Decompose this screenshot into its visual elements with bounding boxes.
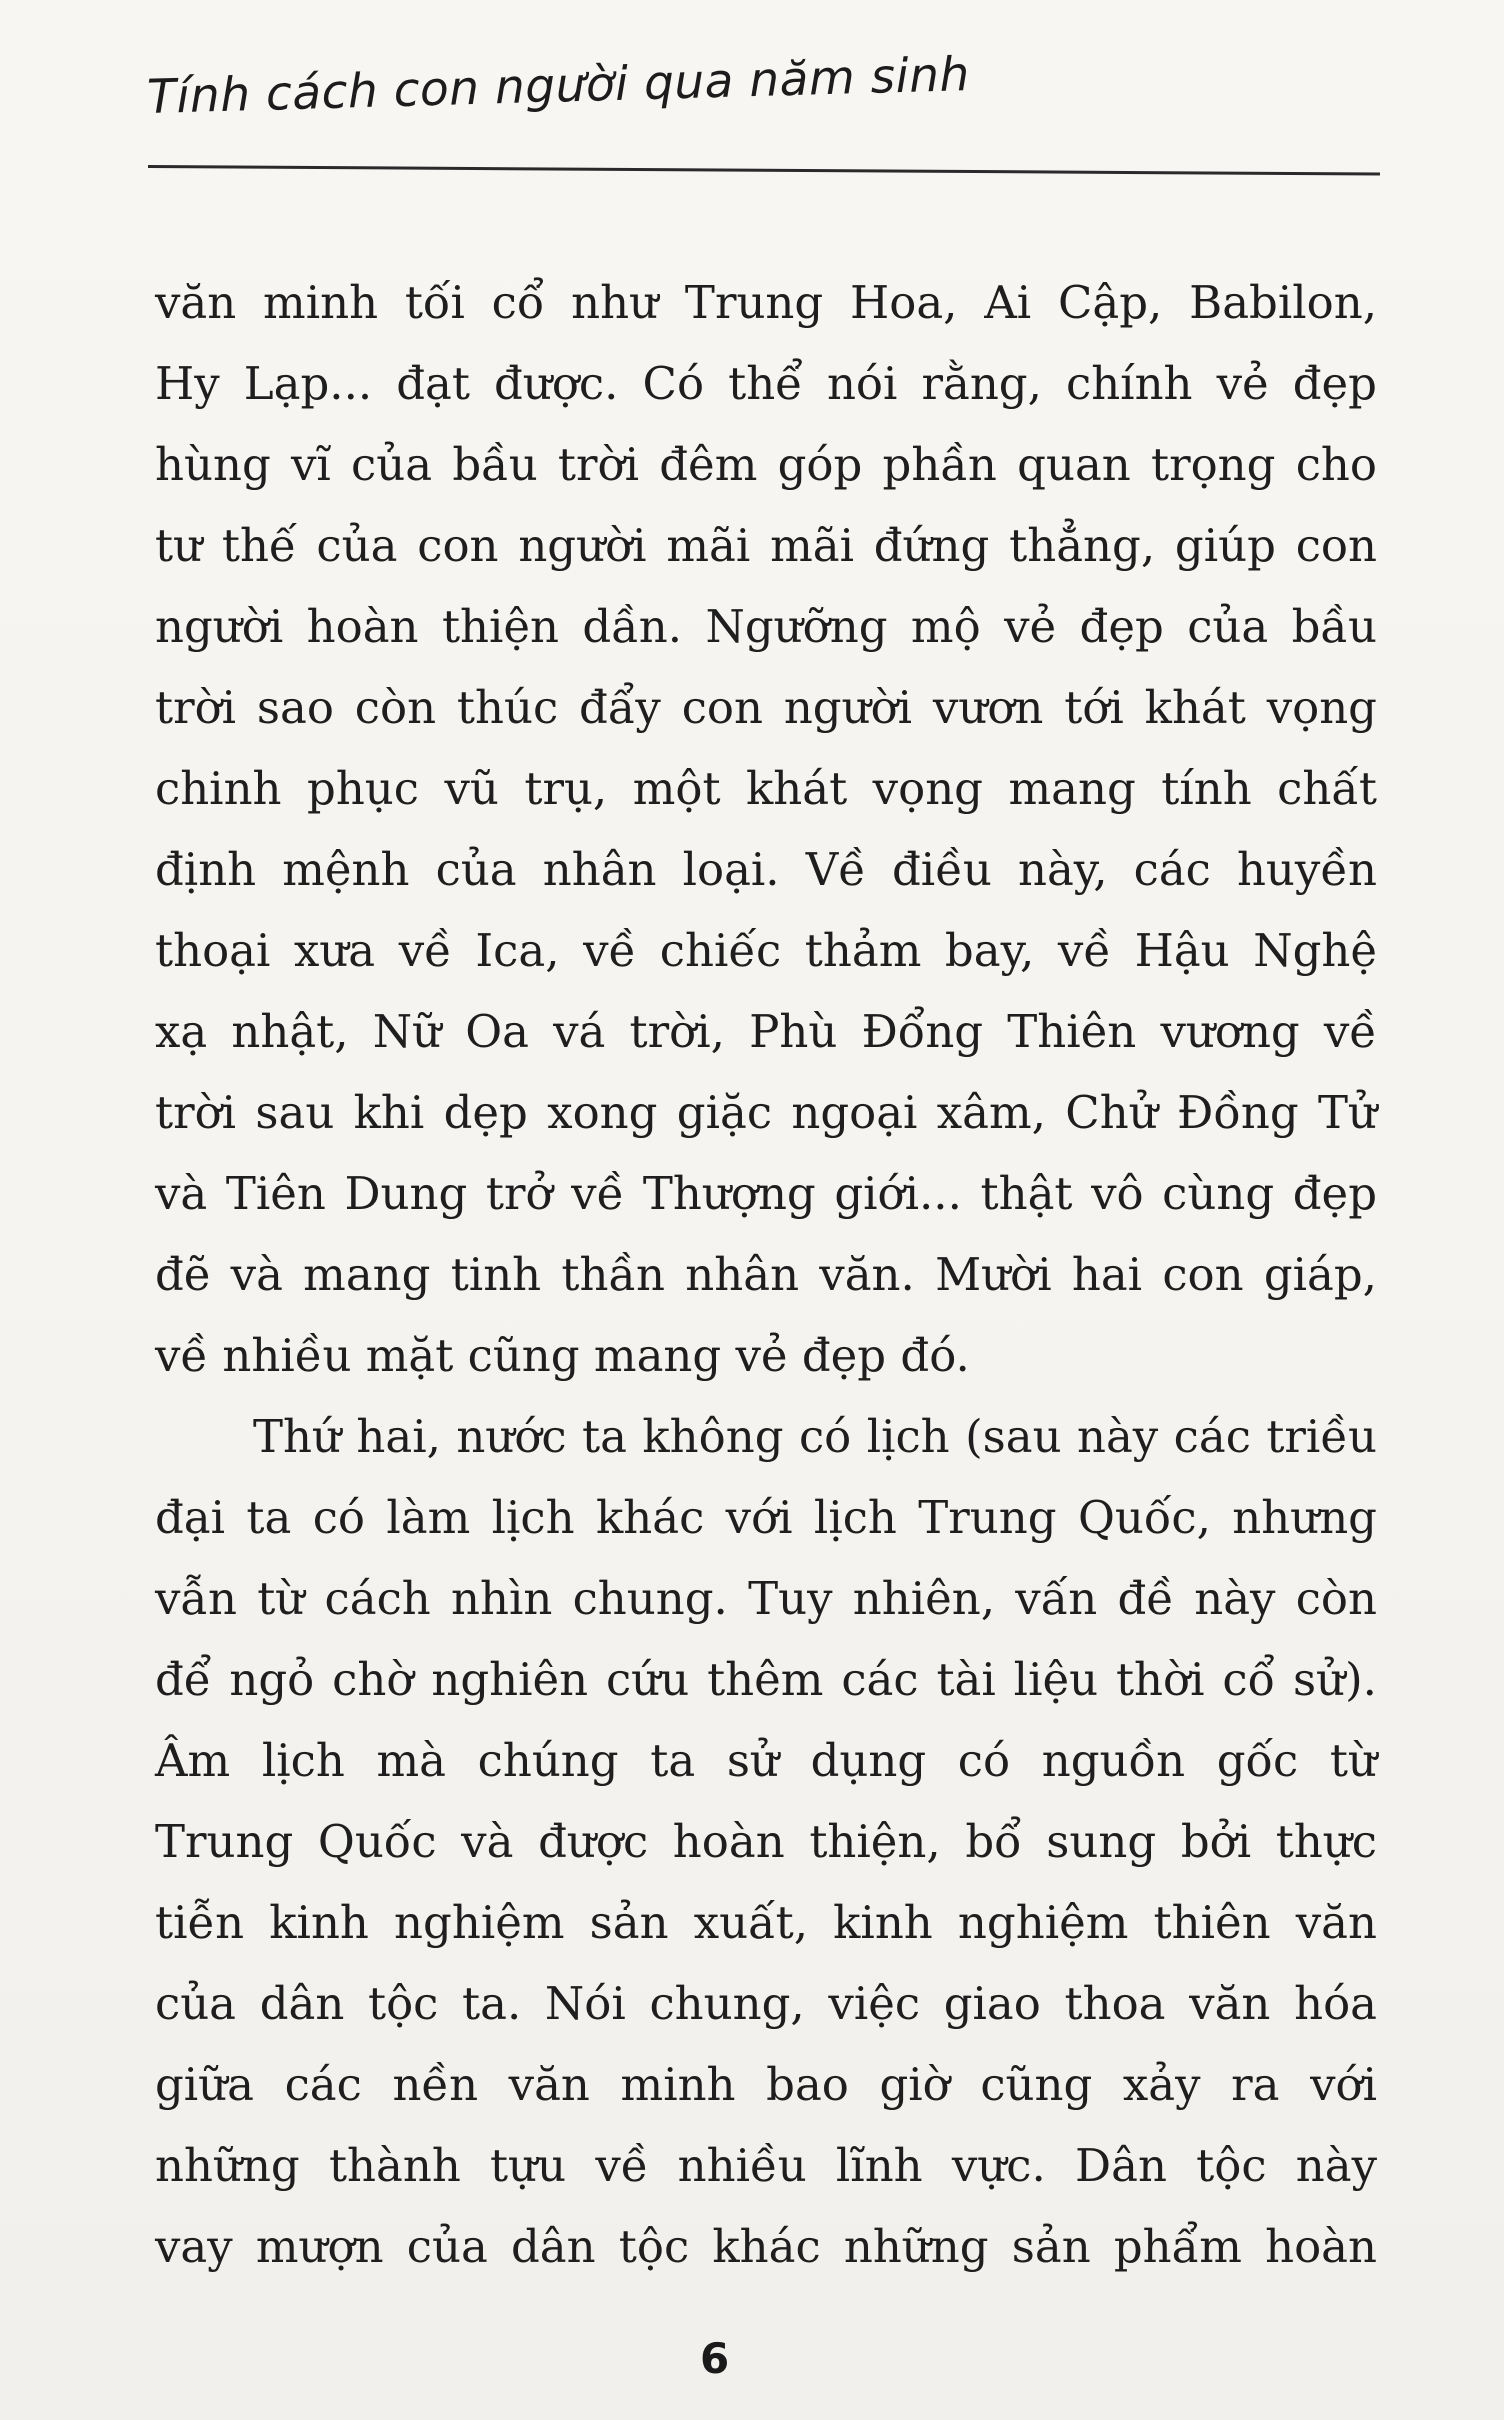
text-line-paragraph-start: Thứ hai, nước ta không có lịch (sau này các triều — [253, 1410, 1377, 1463]
text-line: để ngỏ chờ nghiên cứu thêm các tài liệu thời cổ sử). — [155, 1653, 1377, 1706]
text-line: người hoàn thiện dần. Ngưỡng mộ vẻ đẹp của bầu — [155, 600, 1377, 653]
text-line: tư thế của con người mãi mãi đứng thẳng, giúp con — [155, 519, 1377, 572]
text-line: giữa các nền văn minh bao giờ cũng xảy ra với — [155, 2058, 1377, 2111]
text-line: về nhiều mặt cũng mang vẻ đẹp đó. — [155, 1329, 970, 1382]
text-line: đẽ và mang tinh thần nhân văn. Mười hai con giáp, — [155, 1248, 1377, 1301]
text-line: những thành tựu về nhiều lĩnh vực. Dân tộc này — [155, 2139, 1377, 2192]
text-line: Âm lịch mà chúng ta sử dụng có nguồn gốc từ — [155, 1734, 1377, 1787]
text-line: hùng vĩ của bầu trời đêm góp phần quan trọng cho — [155, 438, 1377, 491]
text-line: vẫn từ cách nhìn chung. Tuy nhiên, vấn đề này còn — [155, 1572, 1377, 1625]
text-line: của dân tộc ta. Nói chung, việc giao thoa văn hóa — [155, 1977, 1377, 2030]
text-line: đại ta có làm lịch khác với lịch Trung Quốc, nhưng — [155, 1491, 1377, 1544]
page-number: 6 — [700, 2334, 730, 2383]
text-line: tiễn kinh nghiệm sản xuất, kinh nghiệm thiên văn — [155, 1896, 1377, 1949]
running-header-title: Tính cách con người qua năm sinh — [146, 47, 971, 125]
text-line: trời sau khi dẹp xong giặc ngoại xâm, Chử Đồng Tử — [155, 1086, 1377, 1139]
text-line: vay mượn của dân tộc khác những sản phẩm hoàn — [155, 2220, 1377, 2273]
text-line: văn minh tối cổ như Trung Hoa, Ai Cập, Babilon, — [155, 276, 1377, 329]
text-line: Hy Lạp... đạt được. Có thể nói rằng, chính vẻ đẹp — [155, 357, 1377, 410]
text-line: định mệnh của nhân loại. Về điều này, các huyền — [155, 843, 1377, 896]
body-text — [155, 262, 1377, 2287]
header-rule — [148, 165, 1380, 176]
text-line: trời sao còn thúc đẩy con người vươn tới khát vọng — [155, 681, 1377, 734]
text-line: thoại xưa về Ica, về chiếc thảm bay, về Hậu Nghệ — [155, 924, 1377, 977]
text-line: xạ nhật, Nữ Oa vá trời, Phù Đổng Thiên vương về — [155, 1005, 1377, 1058]
text-line: chinh phục vũ trụ, một khát vọng mang tính chất — [155, 762, 1377, 815]
text-line: và Tiên Dung trở về Thượng giới... thật vô cùng đẹp — [155, 1167, 1377, 1220]
text-line: Trung Quốc và được hoàn thiện, bổ sung bởi thực — [155, 1815, 1377, 1868]
